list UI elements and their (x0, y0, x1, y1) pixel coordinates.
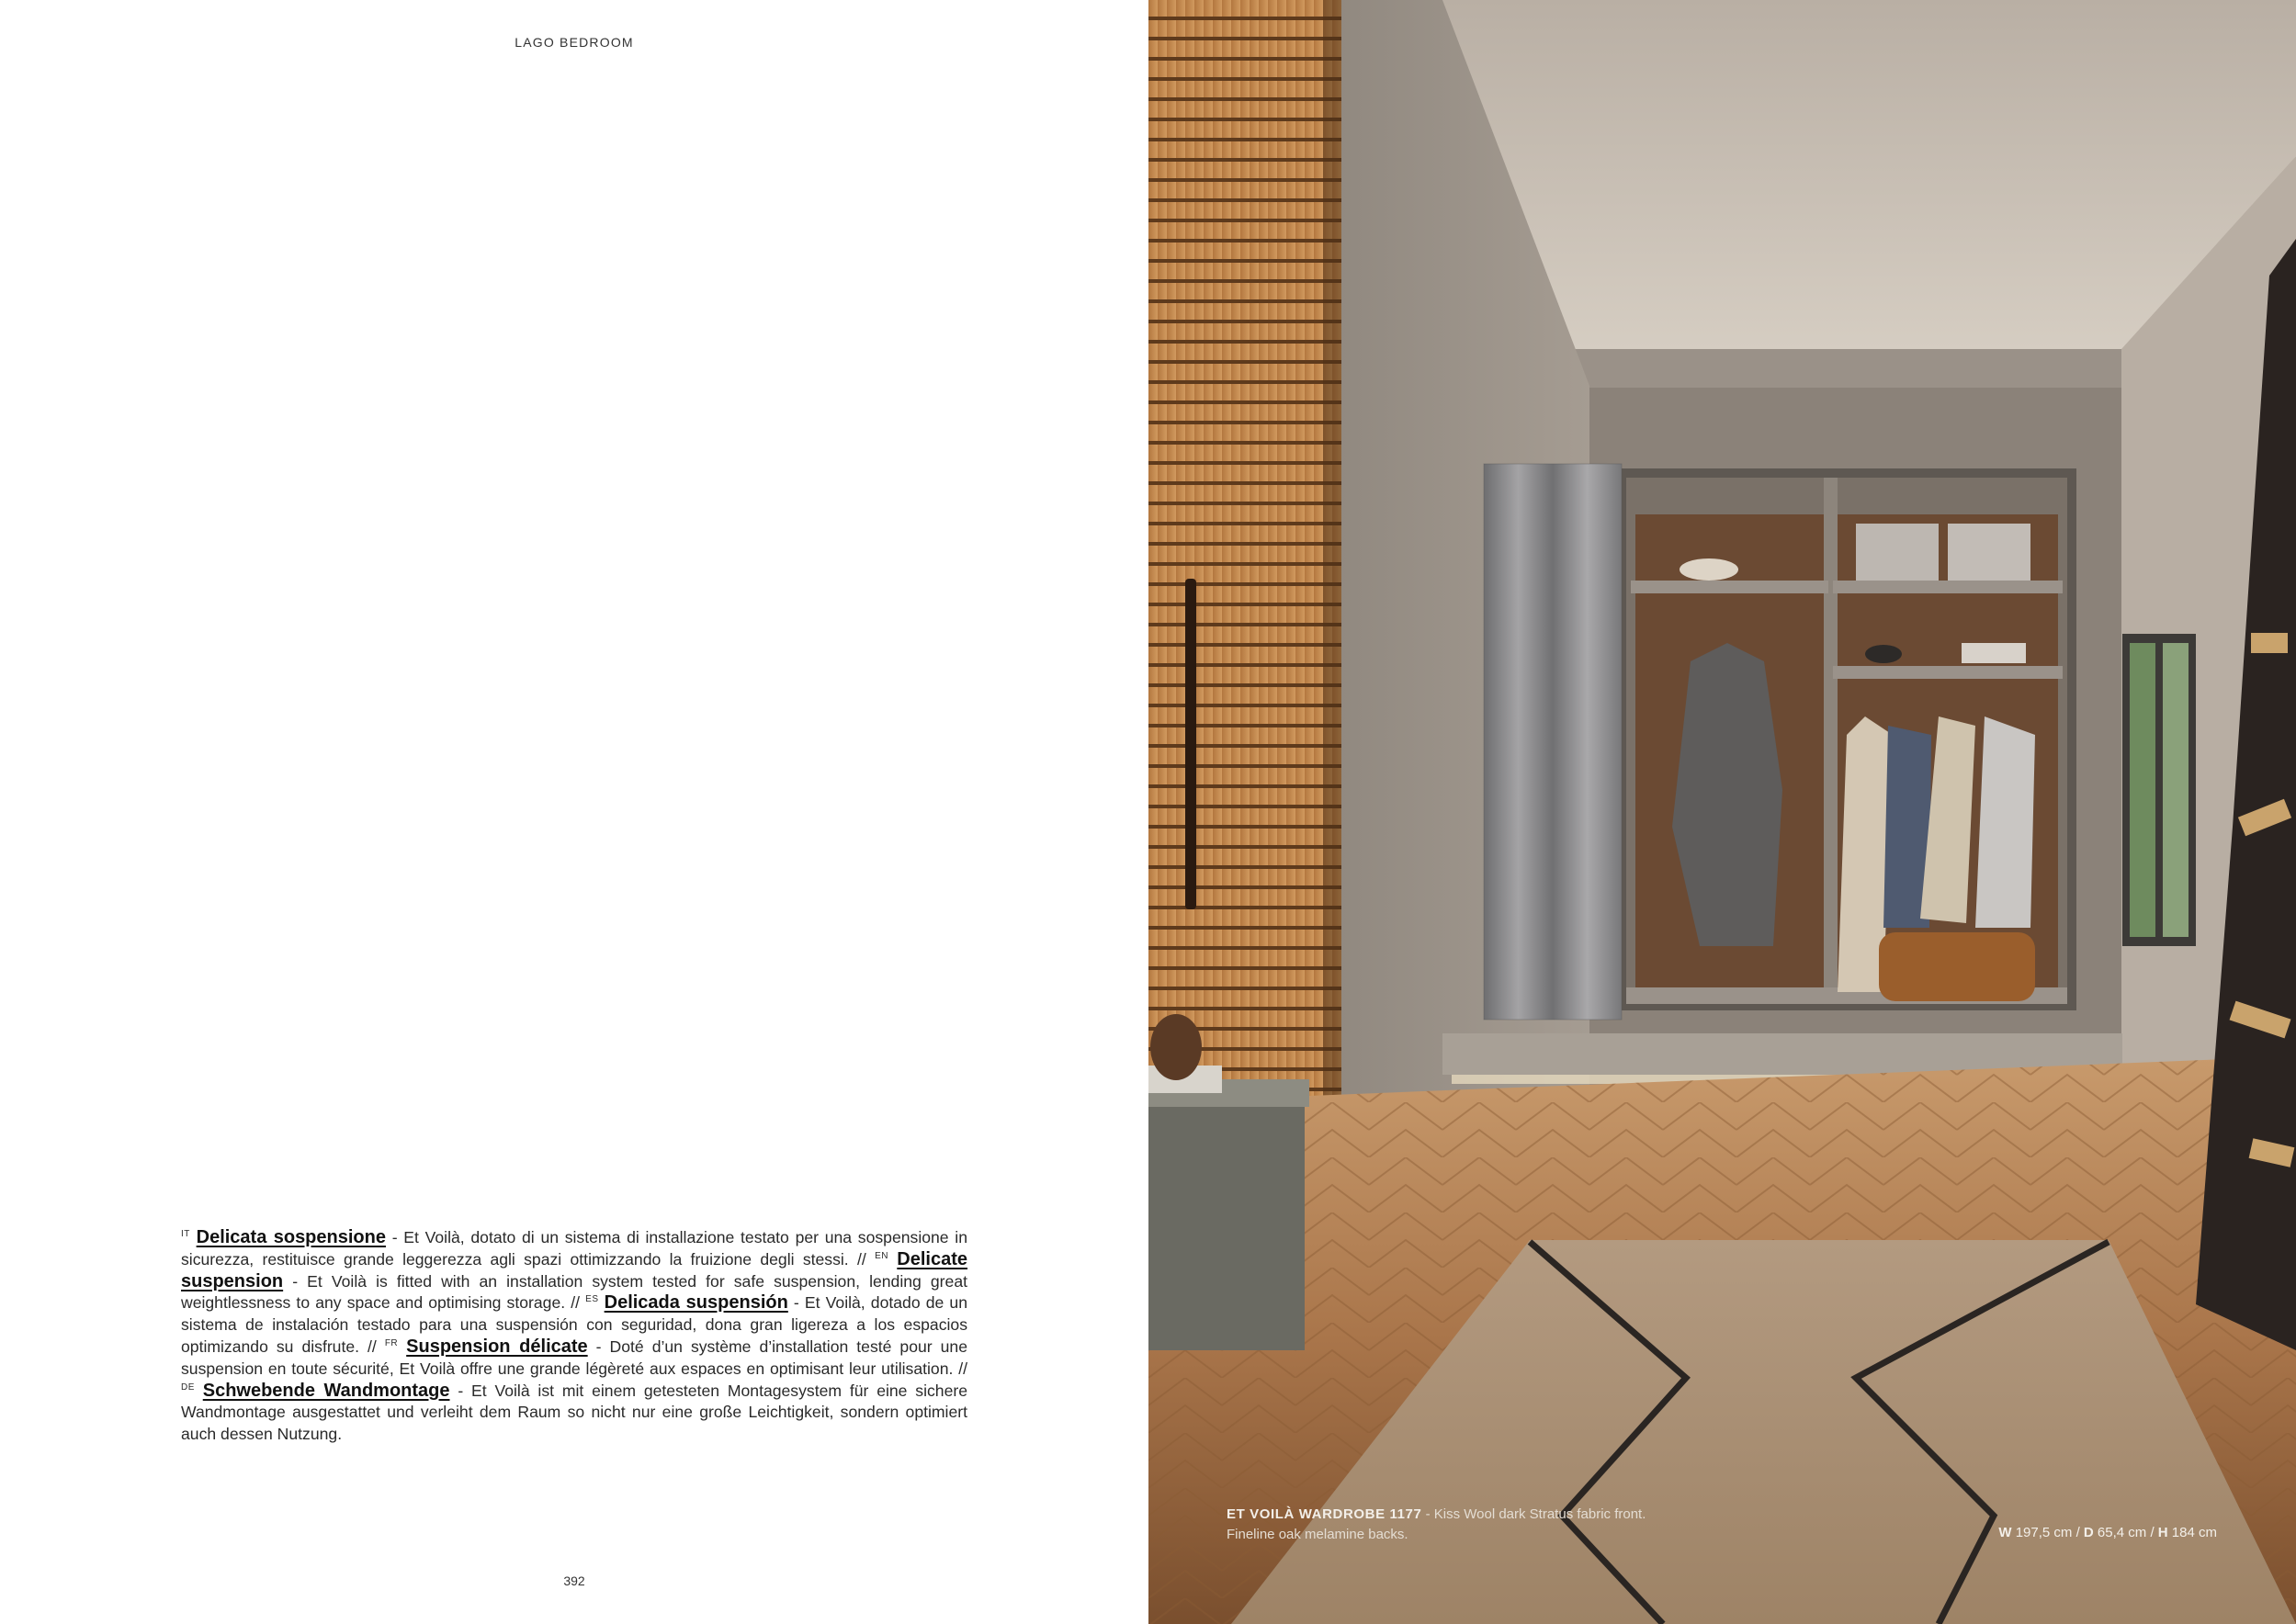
text-es: - Et Voilà, dotado de un sistema de instalación testado para una suspensión con seguridad, dona gran ligereza a los espacios optimizando su disfrute. // (181, 1293, 967, 1356)
lang-tag-it: IT (181, 1229, 190, 1240)
dim-d-value: 65,4 cm / (2093, 1525, 2158, 1540)
caption-line1: - Kiss Wool dark Stratus fabric front. (1421, 1506, 1646, 1522)
wardrobe-photo (1148, 0, 2296, 1624)
text-de: - Et Voilà ist mit einem getesteten Montagesystem für eine sichere Wandmontage ausgestattet und verleiht dem Raum so nicht nur eine große Leichtigkeit, sondern optimiert auch dessen Nutzung. (181, 1381, 967, 1444)
text-it: - Et Voilà, dotato di un sistema di installazione testato per una sospensione in sicurezza, restituisce grande leggerezza agli spazi ottimizzando la fruizione degli stessi. // (181, 1228, 967, 1269)
caption-first-line (1227, 1505, 1704, 1525)
dim-h-label: H (2157, 1525, 2168, 1540)
dimensions (1998, 1525, 2217, 1540)
caption-title: ET VOILÀ WARDROBE 1177 (1227, 1506, 1422, 1522)
heading-es: Delicada suspensión (604, 1292, 788, 1314)
heading-en: Delicate suspension (181, 1248, 968, 1291)
heading-de: Schwebende Wandmontage (202, 1380, 450, 1401)
photo-caption (1227, 1505, 1704, 1545)
lang-tag-en: EN (875, 1250, 888, 1261)
page-number: 392 (563, 1573, 585, 1588)
caption-line2: Fineline oak melamine backs. (1227, 1527, 1408, 1542)
running-head: LAGO BEDROOM (515, 35, 634, 50)
dim-h-value: 184 cm (2167, 1525, 2217, 1540)
dim-w-value: 197,5 cm / (2011, 1525, 2084, 1540)
heading-fr: Suspension délicate (406, 1336, 588, 1357)
lang-tag-de: DE (181, 1382, 195, 1393)
heading-it: Delicata sospensione (196, 1227, 386, 1247)
lang-tag-es: ES (585, 1294, 599, 1305)
dim-d-label: D (2083, 1525, 2094, 1540)
text-fr: - Doté d’un système d’installation testé pour une suspension en toute sécurité, Et Voilà offre une grande légèreté aux espaces en optimisant leur utilisation. // (181, 1336, 967, 1378)
body-copy (181, 1227, 967, 1446)
text-en: - Et Voilà is fitted with an installation system tested for safe suspension, lending great weightlessness to any space and optimising storage. // (181, 1271, 967, 1313)
interior-illustration (1148, 0, 2296, 1624)
lang-tag-fr: FR (384, 1338, 399, 1349)
dim-w-label: W (1998, 1525, 2012, 1540)
